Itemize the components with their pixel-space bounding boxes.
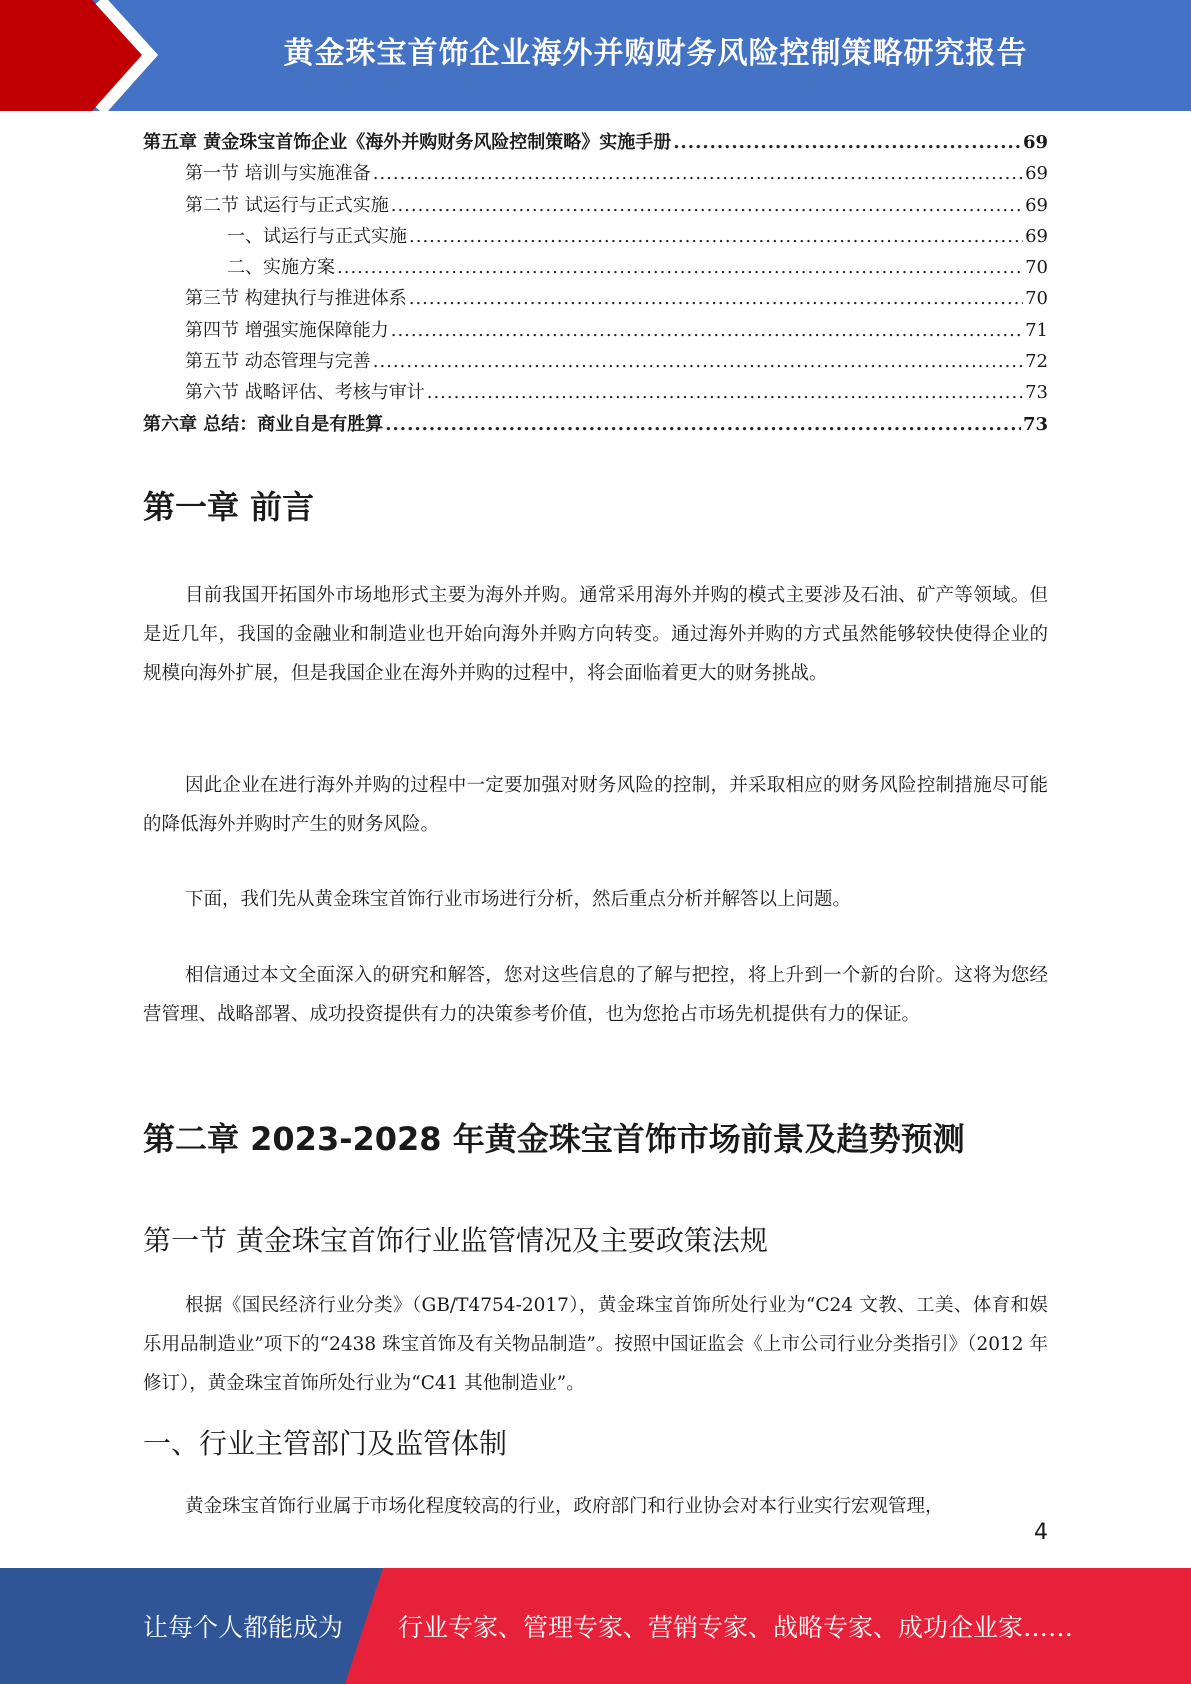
chapter-1-paragraph-3: 下面，我们先从黄金珠宝首饰行业市场进行分析，然后重点分析并解答以上问题。 bbox=[185, 889, 852, 910]
toc-entry-label: 第六章 总结：商业自是有胜算 bbox=[143, 413, 384, 435]
subsection-1-heading: 一、行业主管部门及监管体制 bbox=[143, 1427, 508, 1460]
toc-entry[interactable] bbox=[143, 191, 1048, 222]
toc-leader-dots bbox=[391, 195, 1023, 216]
section-1-heading: 第一节 黄金珠宝首饰行业监管情况及主要政策法规 bbox=[143, 1224, 768, 1257]
toc-page-number: 71 bbox=[1025, 319, 1048, 341]
header-banner bbox=[0, 0, 1191, 111]
toc-entry[interactable] bbox=[143, 159, 1048, 190]
toc-entry-label: 第六节 战略评估、考核与审计 bbox=[185, 382, 425, 404]
section-1-paragraph: 根据《国民经济行业分类》（GB/T4754-2017），黄金珠宝首饰所处行业为“C24 文教、工美、体育和娱乐用品制造业”项下的“2438 珠宝首饰及有关物品制造”。按照中国证监会《上市公司行业分类指引》（2012 年修订），黄金珠宝首饰所处行业为“C41 其他制造业”。 bbox=[143, 1295, 1048, 1394]
toc-entry-label: 第四节 增强实施保障能力 bbox=[185, 319, 389, 341]
toc-leader-dots bbox=[385, 414, 1021, 435]
toc-entry-label: 第一节 培训与实施准备 bbox=[185, 163, 371, 185]
toc-leader-dots bbox=[673, 132, 1021, 153]
toc-leader-dots bbox=[337, 257, 1023, 278]
toc-entry[interactable] bbox=[143, 128, 1048, 159]
chapter-1-paragraph-4: 相信通过本文全面深入的研究和解答，您对这些信息的了解与把控，将上升到一个新的台阶。这将为您经营管理、战略部署、成功投资提供有力的决策参考价值，也为您抢占市场先机提供有力的保证。 bbox=[143, 965, 1048, 1025]
toc-page-number: 69 bbox=[1022, 132, 1048, 153]
toc-entry-label: 第三节 构建执行与推进体系 bbox=[185, 288, 407, 310]
toc-entry-label: 二、实施方案 bbox=[227, 257, 335, 279]
toc-entry[interactable] bbox=[143, 253, 1048, 284]
toc-entry[interactable] bbox=[143, 316, 1048, 347]
toc-entry-label: 一、试运行与正式实施 bbox=[227, 225, 407, 247]
table-of-contents bbox=[143, 128, 1048, 441]
toc-page-number: 70 bbox=[1025, 288, 1048, 310]
toc-entry[interactable] bbox=[143, 222, 1048, 253]
toc-page-number: 73 bbox=[1025, 382, 1048, 404]
footer-banner bbox=[0, 1568, 1191, 1684]
toc-leader-dots bbox=[409, 288, 1023, 309]
header-red-arrow bbox=[0, 0, 148, 111]
toc-page-number: 69 bbox=[1025, 163, 1048, 185]
toc-entry[interactable] bbox=[143, 410, 1048, 441]
chapter-2-heading: 第二章 2023-2028 年黄金珠宝首饰市场前景及趋势预测 bbox=[143, 1120, 965, 1158]
footer-slogan-left: 让每个人都能成为 bbox=[143, 1613, 344, 1642]
toc-entry-label: 第五章 黄金珠宝首饰企业《海外并购财务风险控制策略》实施手册 bbox=[143, 132, 672, 153]
toc-page-number: 69 bbox=[1025, 194, 1048, 216]
chapter-1-paragraph-1: 目前我国开拓国外市场地形式主要为海外并购。通常采用海外并购的模式主要涉及石油、矿产等领域。但是近几年，我国的金融业和制造业也开始向海外并购方向转变。通过海外并购的方式虽然能够较快使得企业的规模向海外扩展，但是我国企业在海外并购的过程中，将会面临着更大的财务挑战。 bbox=[143, 585, 1048, 684]
toc-page-number: 69 bbox=[1025, 225, 1048, 247]
footer-slogan-right: 行业专家、管理专家、营销专家、战略专家、成功企业家…… bbox=[398, 1613, 1074, 1642]
toc-entry-label: 第五节 动态管理与完善 bbox=[185, 351, 371, 373]
toc-page-number: 72 bbox=[1025, 351, 1048, 373]
toc-leader-dots bbox=[409, 226, 1023, 247]
subsection-1-paragraph: 黄金珠宝首饰行业属于市场化程度较高的行业，政府部门和行业协会对本行业实行宏观管理， bbox=[185, 1496, 944, 1517]
toc-page-number: 73 bbox=[1022, 413, 1048, 435]
page-number: 4 bbox=[1034, 1520, 1048, 1545]
toc-leader-dots bbox=[391, 320, 1023, 341]
toc-entry-label: 第二节 试运行与正式实施 bbox=[185, 194, 389, 216]
toc-entry[interactable] bbox=[143, 378, 1048, 409]
toc-leader-dots bbox=[373, 351, 1023, 372]
toc-leader-dots bbox=[427, 382, 1023, 403]
toc-page-number: 70 bbox=[1025, 257, 1048, 279]
chapter-1-paragraph-2: 因此企业在进行海外并购的过程中一定要加强对财务风险的控制，并采取相应的财务风险控制措施尽可能的降低海外并购时产生的财务风险。 bbox=[143, 775, 1048, 835]
toc-entry[interactable] bbox=[143, 284, 1048, 315]
toc-leader-dots bbox=[373, 163, 1023, 184]
toc-entry[interactable] bbox=[143, 347, 1048, 378]
header-title: 黄金珠宝首饰企业海外并购财务风险控制策略研究报告 bbox=[283, 36, 1028, 71]
chapter-1-heading: 第一章 前言 bbox=[143, 488, 315, 526]
